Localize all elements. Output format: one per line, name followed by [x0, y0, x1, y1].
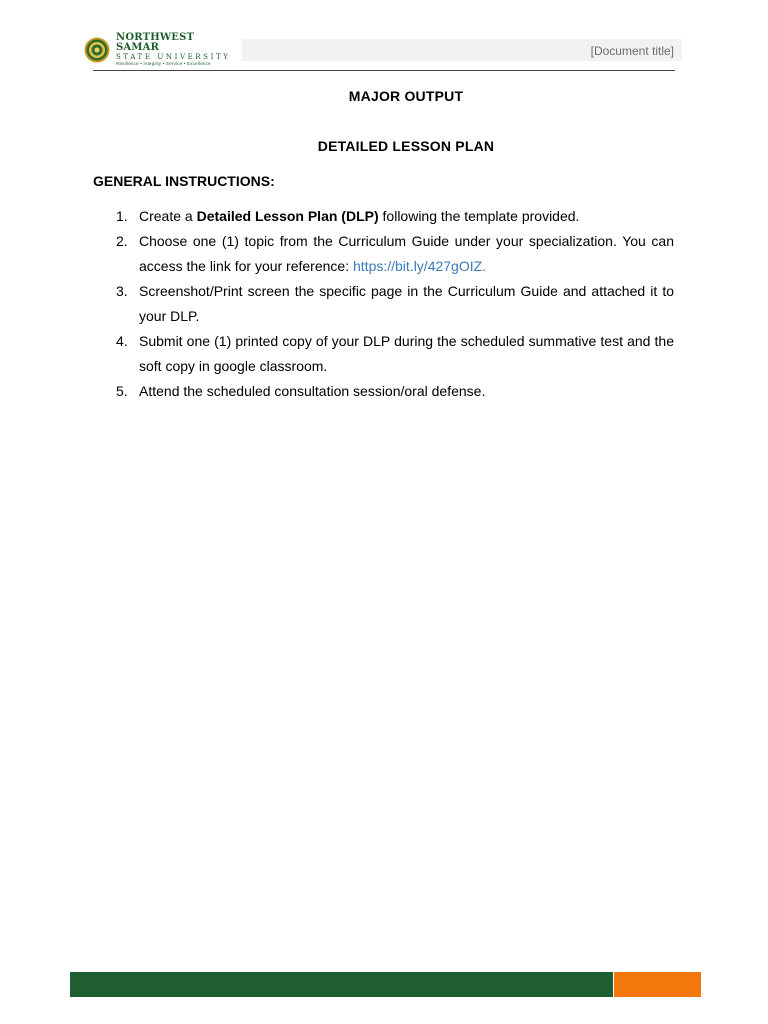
document-title: [Document title]	[590, 44, 674, 58]
item-emphasis: Detailed Lesson Plan (DLP)	[196, 208, 379, 224]
list-item	[116, 204, 674, 229]
reference-link[interactable]: https://bit.ly/427gOIZ.	[353, 258, 487, 274]
item-number: 1.	[116, 208, 128, 224]
page-header	[84, 32, 682, 67]
footer-orange-bar	[614, 972, 701, 997]
footer-green-bar	[70, 972, 613, 997]
item-text: Submit one (1) printed copy of your DLP during the scheduled summative test and the soft copy in google classroom.	[139, 333, 674, 374]
item-number: 3.	[116, 283, 128, 299]
list-item	[116, 229, 674, 279]
list-item	[116, 279, 674, 329]
instructions-heading: GENERAL INSTRUCTIONS:	[93, 173, 275, 189]
instructions-list	[116, 204, 674, 404]
university-seal-icon	[84, 37, 110, 63]
document-title-field	[242, 39, 682, 61]
item-number: 5.	[116, 383, 128, 399]
item-number: 4.	[116, 333, 128, 349]
item-text: Attend the scheduled consultation session/oral defense.	[139, 383, 486, 399]
logo-tagline: Resilience • Integrity • Service • Excellence	[116, 61, 211, 67]
item-number: 2.	[116, 233, 128, 249]
item-text: Choose one (1) topic from the Curriculum Guide under your specialization. You can access the link for your reference:	[139, 233, 674, 274]
page-title: MAJOR OUTPUT	[348, 88, 464, 104]
item-text: Screenshot/Print screen the specific page in the Curriculum Guide and attached it to your DLP.	[139, 283, 674, 324]
logo-subname: STATE UNIVERSITY	[116, 53, 231, 62]
list-item	[116, 379, 674, 404]
list-item	[116, 329, 674, 379]
logo-name: NORTHWEST SAMAR	[116, 32, 195, 54]
header-divider	[93, 70, 675, 71]
page-subtitle: DETAILED LESSON PLAN	[317, 138, 495, 154]
item-text: following the template provided.	[378, 208, 580, 224]
university-logo	[84, 32, 240, 67]
item-text: Create a	[139, 208, 197, 224]
